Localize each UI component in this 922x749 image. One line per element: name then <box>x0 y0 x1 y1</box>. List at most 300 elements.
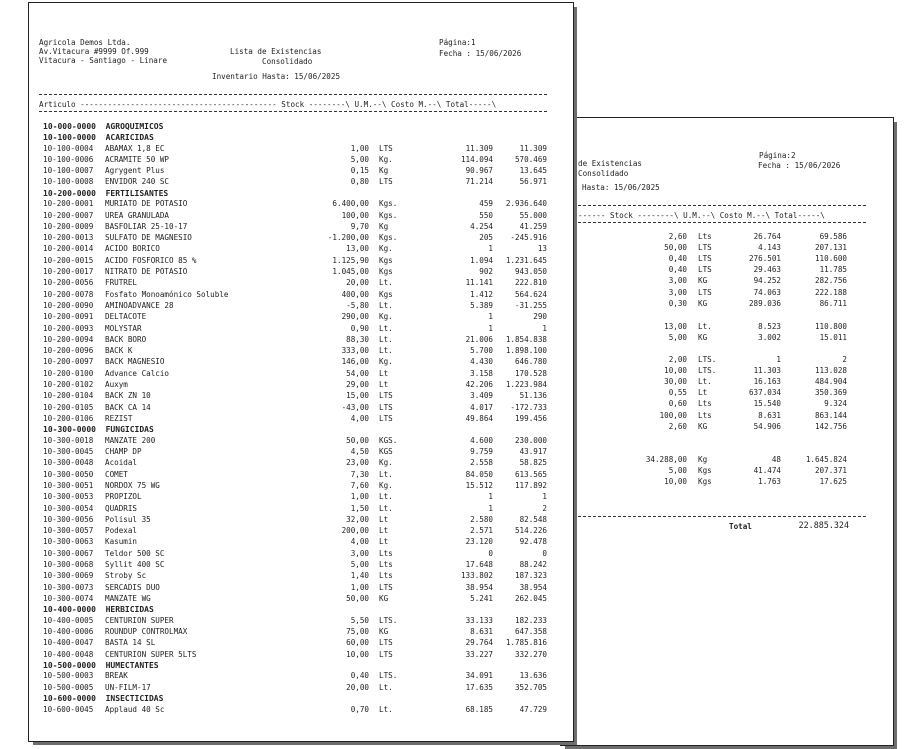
p2-total: 69.586 <box>819 232 847 241</box>
item-cost: 459 <box>479 199 493 209</box>
p2-unit: LTS. <box>698 355 717 364</box>
item-cost: 1 <box>488 312 493 322</box>
item-total: 514.226 <box>514 526 547 536</box>
item-code: 10-300-0073 <box>43 582 94 592</box>
column-header: Articulo ------------------------------------------- Stock --------\ U.M.--\ Costo M.--\ Total-----\ <box>39 100 497 109</box>
section-title: 10-600-0000 INSECTICIDAS <box>43 694 164 703</box>
item-total: -245.916 <box>510 233 547 243</box>
item-unit: KGS <box>379 447 393 456</box>
item-name: ABAMAX 1,8 EC <box>105 143 165 153</box>
item-stock: 20,00 <box>346 682 369 692</box>
page2-subtitle: Consolidado <box>578 169 629 178</box>
item-cost: 15.512 <box>465 480 493 490</box>
page2-total-label: Total <box>729 522 752 531</box>
item-unit: LTS. <box>379 615 398 625</box>
item-unit: Lts <box>379 571 393 581</box>
section-title: 10-000-0000 AGROQUIMICOS <box>43 122 164 131</box>
p2-cost: 8.523 <box>758 322 781 331</box>
item-stock: 4,00 <box>350 537 369 547</box>
p2-unit: Lt. <box>698 377 712 387</box>
item-code: 10-500-0003 <box>43 671 94 681</box>
item-unit: Lt. <box>379 278 393 288</box>
item-code: 10-200-0007 <box>43 210 94 220</box>
item-name: Teldor 500 SC <box>105 548 165 558</box>
p2-unit: LTS <box>698 254 712 264</box>
item-total: 1 <box>542 323 547 333</box>
p2-cost: 48 <box>771 455 781 464</box>
item-stock: 20,00 <box>346 278 369 288</box>
item-total: 13.645 <box>519 166 547 176</box>
page2-rule-bottom <box>578 516 866 517</box>
item-unit: Lt. <box>379 334 393 344</box>
item-name: CENTURION SUPER <box>105 615 174 625</box>
item-name: MURIATO DE POTASIO <box>105 199 188 209</box>
item-code: 10-300-0069 <box>43 571 94 581</box>
item-stock: 100,00 <box>341 210 369 220</box>
item-code: 10-300-0074 <box>43 593 94 603</box>
item-cost: 5.700 <box>470 346 493 356</box>
item-cost: 4.017 <box>470 402 493 412</box>
item-cost: 205 <box>479 233 493 243</box>
p2-stock: 13,00 <box>664 322 687 331</box>
item-cost: 4.600 <box>470 435 493 445</box>
section-title: 10-100-0000 ACARICIDAS <box>43 133 154 142</box>
item-stock: 9,70 <box>350 221 369 231</box>
p2-stock: 0,40 <box>668 265 687 275</box>
item-stock: 0,70 <box>350 704 369 714</box>
company-name: Agricola Demos Ltda. <box>39 38 131 47</box>
item-cost: 71.214 <box>465 177 493 187</box>
p2-total: 142.756 <box>814 421 847 431</box>
item-name: AMINOADVANCE 28 <box>105 300 174 310</box>
item-name: ACRAMITE 50 WP <box>105 154 170 164</box>
item-cost: 5.389 <box>470 300 493 310</box>
p2-cost: 54.906 <box>753 421 781 431</box>
p2-cost: 4.143 <box>758 243 781 253</box>
section-title: 10-300-0000 FUNGICIDAS <box>43 425 154 435</box>
p2-stock: 0,40 <box>668 254 687 264</box>
item-name: DELTACOTE <box>105 312 147 322</box>
item-total: 117.892 <box>514 480 547 490</box>
item-stock: -1.200,00 <box>327 233 369 243</box>
item-name: BASFOLIAR 25-10-17 <box>105 221 188 231</box>
item-cost: 1 <box>488 492 493 502</box>
item-unit: Kg. <box>379 357 393 367</box>
item-total: 0 <box>542 548 547 558</box>
page2-inventory-line: Hasta: 15/06/2025 <box>582 183 660 192</box>
p2-stock: 10,00 <box>664 477 687 487</box>
item-name: FRUTREL <box>105 278 138 288</box>
p2-stock: 50,00 <box>664 243 687 253</box>
item-code: 10-200-0013 <box>43 233 94 243</box>
item-code: 10-200-0015 <box>43 255 94 265</box>
p2-unit: KG <box>698 276 708 286</box>
item-total: 1.231.645 <box>505 255 547 265</box>
item-cost: 21.006 <box>465 334 493 344</box>
item-code: 10-200-0078 <box>43 289 94 299</box>
item-name: MOLYSTAR <box>105 323 142 333</box>
item-cost: 902 <box>479 267 493 276</box>
item-total: 11.309 <box>519 143 547 153</box>
page2-page-label: Página:2 <box>759 151 796 160</box>
item-total: 41.259 <box>519 221 547 231</box>
item-name: NORDOX 75 WG <box>105 480 160 490</box>
item-name: Syllit 400 SC <box>105 560 165 569</box>
item-total: 262.045 <box>514 593 547 603</box>
item-code: 10-500-0005 <box>43 682 94 692</box>
rule-header <box>39 111 547 112</box>
item-code: 10-100-0004 <box>43 143 94 153</box>
p2-stock: 30,00 <box>664 377 687 387</box>
item-code: 10-200-0014 <box>43 244 94 254</box>
item-unit: LTS <box>379 143 393 153</box>
p2-unit: Kgs <box>698 466 712 476</box>
item-code: 10-200-0097 <box>43 357 94 367</box>
item-code: 10-300-0051 <box>43 480 94 490</box>
item-total: 43.917 <box>519 447 547 456</box>
item-name: MANZATE 200 <box>105 435 156 445</box>
item-code: 10-300-0048 <box>43 458 94 468</box>
page2-title: de Existencias <box>578 159 643 168</box>
item-unit: Lt. <box>379 323 393 333</box>
item-unit: KG <box>379 593 389 603</box>
item-name: SULFATO DE MAGNESIO <box>105 233 192 243</box>
p2-total: 113.028 <box>814 366 847 376</box>
item-name: SERCADIS DUO <box>105 582 160 592</box>
p2-unit: Lts <box>698 399 712 409</box>
item-name: COMET <box>105 469 128 479</box>
item-unit: LTS <box>379 391 393 401</box>
item-stock: 1,00 <box>350 143 369 153</box>
item-code: 10-200-0104 <box>43 391 94 401</box>
item-cost: 2.558 <box>470 458 493 468</box>
item-unit: Kgs <box>379 255 393 265</box>
item-name: BACK CA 14 <box>105 402 151 412</box>
p2-unit: Kg <box>698 455 708 464</box>
item-stock: 7,30 <box>350 469 369 479</box>
item-unit: Kg <box>379 166 389 176</box>
report-page-1 <box>28 2 574 742</box>
item-stock: 146,00 <box>341 357 369 367</box>
item-cost: 33.227 <box>465 649 493 659</box>
p2-cost: 26.764 <box>753 232 781 241</box>
item-stock: 200,00 <box>341 526 369 536</box>
item-total: 47.729 <box>519 704 547 714</box>
item-code: 10-300-0050 <box>43 469 94 479</box>
item-stock: 54,00 <box>346 368 369 378</box>
p2-total: 110.800 <box>814 322 847 331</box>
item-unit: Kg. <box>379 458 393 468</box>
item-code: 10-200-0091 <box>43 312 94 322</box>
page2-date-line: Fecha : 15/06/2026 <box>758 161 841 170</box>
item-cost: 4.254 <box>470 221 493 231</box>
p2-cost: 3.002 <box>758 333 781 343</box>
p2-unit: LTS <box>698 243 712 253</box>
item-stock: 10,00 <box>346 649 369 659</box>
item-name: Auxym <box>105 380 128 389</box>
item-name: Acoidal <box>105 458 138 468</box>
item-total: 352.705 <box>514 682 547 692</box>
item-stock: 75,00 <box>346 627 369 636</box>
p2-unit: Lt. <box>698 322 712 331</box>
item-name: Stroby Sc <box>105 571 147 581</box>
item-stock: 0,90 <box>350 323 369 333</box>
item-total: 646.780 <box>514 357 547 367</box>
item-total: 613.565 <box>514 469 547 479</box>
item-stock: -5,80 <box>346 300 369 310</box>
p2-stock: 2,00 <box>668 355 687 364</box>
section-title: 10-200-0000 FERTILISANTES <box>43 188 169 198</box>
item-stock: 13,00 <box>346 244 369 254</box>
p2-total: 9.324 <box>824 399 847 409</box>
page2-column-header: ------ Stock --------\ U.M.--\ Costo M.--\ Total-----\ <box>578 211 825 220</box>
item-unit: Kgs. <box>379 199 398 209</box>
p2-stock: 100,00 <box>659 410 687 420</box>
item-code: 10-300-0068 <box>43 560 94 569</box>
item-cost: 17.648 <box>465 560 493 569</box>
item-stock: 5,50 <box>350 615 369 625</box>
item-stock: 29,00 <box>346 380 369 389</box>
item-name: ROUNDUP CONTROLMAX <box>105 627 188 636</box>
item-cost: 5.241 <box>470 593 493 603</box>
item-name: Podexal <box>105 526 138 536</box>
p2-stock: 2,60 <box>668 421 687 431</box>
item-total: 82.548 <box>519 514 547 524</box>
item-cost: 11.141 <box>465 278 493 288</box>
item-unit: Lt. <box>379 682 393 692</box>
p2-stock: 0,55 <box>668 388 687 398</box>
item-unit: LTS <box>379 582 393 592</box>
item-code: 10-300-0053 <box>43 492 94 502</box>
item-code: 10-300-0054 <box>43 503 94 513</box>
p2-cost: 289.036 <box>748 298 781 308</box>
item-code: 10-200-0017 <box>43 267 94 276</box>
p2-cost: 276.501 <box>748 254 781 264</box>
item-cost: 2.580 <box>470 514 493 524</box>
item-stock: -43,00 <box>341 402 369 412</box>
item-code: 10-600-0045 <box>43 704 94 714</box>
item-unit: LTS <box>379 649 393 659</box>
p2-total: 86.711 <box>819 298 847 308</box>
item-name: Agrygent Plus <box>105 166 165 176</box>
item-unit: KGS. <box>379 435 398 445</box>
item-code: 10-300-0018 <box>43 435 94 445</box>
item-total: 943.050 <box>514 267 547 276</box>
item-stock: 88,30 <box>346 334 369 344</box>
item-total: 570.469 <box>514 154 547 164</box>
item-total: 58.825 <box>519 458 547 468</box>
item-stock: 1,40 <box>350 571 369 581</box>
p2-cost: 15.540 <box>753 399 781 409</box>
p2-total: 11.785 <box>819 265 847 275</box>
p2-unit: LTS <box>698 265 712 275</box>
item-stock: 3,00 <box>350 548 369 558</box>
item-unit: Kg. <box>379 312 393 322</box>
p2-cost: 74.063 <box>753 287 781 297</box>
item-unit: LTS <box>379 413 393 423</box>
item-name: Kasumin <box>105 537 138 547</box>
item-name: BACK BORO <box>105 334 147 344</box>
rule-top <box>39 94 547 95</box>
item-cost: 29.764 <box>465 638 493 648</box>
item-unit: Kg <box>379 221 389 231</box>
item-cost: 34.091 <box>465 671 493 681</box>
company-city: Vitacura - Santiago - Linare <box>39 56 168 65</box>
p2-total: 484.904 <box>814 377 847 387</box>
p2-cost: 16.163 <box>753 377 781 387</box>
item-name: PROPIZOL <box>105 492 142 502</box>
item-unit: LTS <box>379 638 393 648</box>
item-cost: 9.759 <box>470 447 493 456</box>
p2-cost: 1 <box>776 355 781 364</box>
item-code: 10-300-0057 <box>43 526 94 536</box>
p2-unit: LTS. <box>698 366 717 376</box>
p2-total: 2 <box>842 355 847 364</box>
p2-stock: 5,00 <box>668 466 687 476</box>
p2-cost: 94.252 <box>753 276 781 286</box>
item-cost: 550 <box>479 210 493 220</box>
item-stock: 0,40 <box>350 671 369 681</box>
item-code: 10-200-0093 <box>43 323 94 333</box>
page2-rule-header <box>578 222 866 223</box>
item-unit: LTS. <box>379 671 398 681</box>
item-unit: Kg. <box>379 480 393 490</box>
item-code: 10-400-0005 <box>43 615 94 625</box>
item-unit: Lt <box>379 368 389 378</box>
item-name: CENTURION SUPER 5LTS <box>105 649 197 659</box>
item-cost: 1 <box>488 323 493 333</box>
item-name: BASTA 14 SL <box>105 638 156 648</box>
item-unit: Lt <box>379 526 389 536</box>
item-code: 10-200-0094 <box>43 334 94 344</box>
item-unit: Kgs. <box>379 233 398 243</box>
item-stock: 4,00 <box>350 413 369 423</box>
item-total: 564.624 <box>514 289 547 299</box>
p2-total: 1.645.824 <box>805 455 847 464</box>
item-code: 10-100-0008 <box>43 177 94 187</box>
item-stock: 1,00 <box>350 582 369 592</box>
p2-stock: 3,00 <box>668 287 687 297</box>
item-code: 10-100-0006 <box>43 154 94 164</box>
item-total: 647.358 <box>514 627 547 636</box>
p2-unit: Lts <box>698 232 712 241</box>
item-total: 51.136 <box>519 391 547 401</box>
p2-cost: 1.763 <box>758 477 781 487</box>
item-total: 1.854.838 <box>505 334 547 344</box>
p2-stock: 0,60 <box>668 399 687 409</box>
item-stock: 60,00 <box>346 638 369 648</box>
p2-cost: 8.631 <box>758 410 781 420</box>
item-total: 2.936.640 <box>505 199 547 209</box>
item-stock: 23,00 <box>346 458 369 468</box>
item-code: 10-200-0102 <box>43 380 94 389</box>
item-code: 10-100-0007 <box>43 166 94 176</box>
p2-cost: 11.303 <box>753 366 781 376</box>
item-cost: 3.409 <box>470 391 493 401</box>
item-total: 1.223.984 <box>505 380 547 389</box>
item-name: BACK K <box>105 346 133 356</box>
p2-unit: KG <box>698 421 708 431</box>
p2-unit: Kgs <box>698 477 712 487</box>
item-stock: 290,00 <box>341 312 369 322</box>
company-address: Av.Vitacura #9999 Of.999 <box>39 47 149 56</box>
p2-stock: 2,60 <box>668 232 687 241</box>
item-stock: 7,60 <box>350 480 369 490</box>
item-unit: Lt. <box>379 346 393 356</box>
item-stock: 5,00 <box>350 560 369 569</box>
item-cost: 1.412 <box>470 289 493 299</box>
item-name: BACK ZN 10 <box>105 391 151 401</box>
item-cost: 49.864 <box>465 413 493 423</box>
item-cost: 23.120 <box>465 537 493 547</box>
report-date: Fecha : 15/06/2026 <box>439 49 522 58</box>
item-code: 10-400-0048 <box>43 649 94 659</box>
item-stock: 0,15 <box>350 166 369 176</box>
item-name: NITRATO DE POTASIO <box>105 267 188 276</box>
item-unit: Lt. <box>379 503 393 513</box>
item-cost: 0 <box>488 548 493 558</box>
item-total: 230.000 <box>514 435 547 445</box>
item-code: 10-200-0106 <box>43 413 94 423</box>
item-cost: 42.206 <box>465 380 493 389</box>
item-total: 56.971 <box>519 177 547 187</box>
item-stock: 32,00 <box>346 514 369 524</box>
item-stock: 5,00 <box>350 154 369 164</box>
item-total: 182.233 <box>514 615 547 625</box>
item-stock: 400,00 <box>341 289 369 299</box>
item-name: Polisul 35 <box>105 514 151 524</box>
item-cost: 33.133 <box>465 615 493 625</box>
page2-total-value: 22.885.324 <box>798 520 849 530</box>
item-unit: Kgs. <box>379 210 398 220</box>
item-name: UN-FILM-17 <box>105 682 151 692</box>
p2-stock: 10,00 <box>664 366 687 376</box>
page2-rule-top <box>578 205 866 206</box>
p2-unit: LTS <box>698 287 712 297</box>
p2-total: 282.756 <box>814 276 847 286</box>
p2-total: 110.600 <box>814 254 847 264</box>
item-unit: Lt. <box>379 469 393 479</box>
item-code: 10-200-0001 <box>43 199 94 209</box>
item-code: 10-400-0006 <box>43 627 94 636</box>
item-name: Advance Calcio <box>105 368 170 378</box>
p2-unit: Lt <box>698 388 708 398</box>
item-total: 199.456 <box>514 413 547 423</box>
p2-unit: KG <box>698 298 708 308</box>
item-cost: 8.631 <box>470 627 493 636</box>
p2-stock: 34.288,00 <box>645 455 687 464</box>
item-cost: 90.967 <box>465 166 493 176</box>
p2-cost: 29.463 <box>753 265 781 275</box>
item-unit: LTS <box>379 177 393 187</box>
p2-total: 207.371 <box>814 466 847 476</box>
item-cost: 133.802 <box>460 571 493 581</box>
item-cost: 3.158 <box>470 368 493 378</box>
item-stock: 0,80 <box>350 177 369 187</box>
item-cost: 1 <box>488 244 493 254</box>
item-unit: Kg. <box>379 154 393 164</box>
item-total: 187.323 <box>514 571 547 581</box>
section-title: 10-500-0000 HUMECTANTES <box>43 660 159 670</box>
item-cost: 17.635 <box>465 682 493 692</box>
item-cost: 114.094 <box>460 154 493 164</box>
item-stock: 1,50 <box>350 503 369 513</box>
p2-total: 222.188 <box>814 287 847 297</box>
item-total: 38.954 <box>519 582 547 592</box>
item-code: 10-200-0090 <box>43 300 94 310</box>
page-number: Página:1 <box>439 38 476 47</box>
item-stock: 4,50 <box>350 447 369 456</box>
